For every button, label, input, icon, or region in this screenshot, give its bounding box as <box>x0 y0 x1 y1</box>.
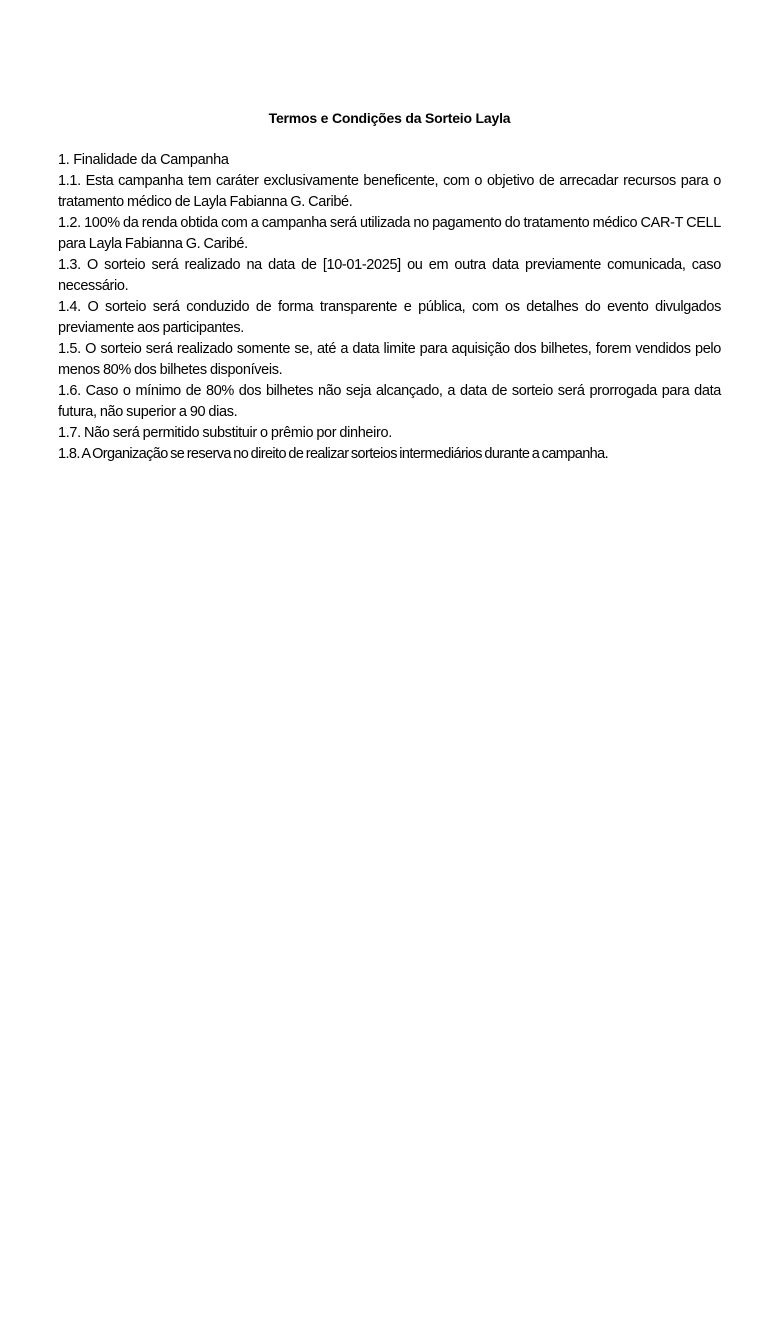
clause-1-8: 1.8. A Organização se reserva no direito de realizar sorteios intermediários durante a campanha. <box>58 446 609 462</box>
document-page <box>58 108 721 465</box>
document-title: Termos e Condições da Sorteio Layla <box>268 110 511 126</box>
clause-1-2: 1.2. 100% da renda obtida com a campanha será utilizada no pagamento do tratamento médico CAR-T CELL para Layla Fabianna G. Caribé. <box>58 215 721 252</box>
section-purpose <box>58 150 721 465</box>
clause-1-4: 1.4. O sorteio será conduzido de forma transparente e pública, com os detalhes do evento divulgados previamente aos participantes. <box>58 299 721 336</box>
clause-1-3: 1.3. O sorteio será realizado na data de [10-01-2025] ou em outra data previamente comunicada, caso necessário. <box>58 257 721 294</box>
clause-1-7: 1.7. Não será permitido substituir o prêmio por dinheiro. <box>58 425 392 441</box>
clause-1-5: 1.5. O sorteio será realizado somente se, até a data limite para aquisição dos bilhetes, forem vendidos pelo menos 80% dos bilhetes disponíveis. <box>58 341 721 378</box>
section-heading: 1. Finalidade da Campanha <box>58 152 229 168</box>
clause-1-6: 1.6. Caso o mínimo de 80% dos bilhetes não seja alcançado, a data de sorteio será prorrogada para data futura, não superior a 90 dias. <box>58 383 721 420</box>
clause-1-1: 1.1. Esta campanha tem caráter exclusivamente beneficente, com o objetivo de arrecadar recursos para o tratamento médico de Layla Fabianna G. Caribé. <box>58 173 721 210</box>
